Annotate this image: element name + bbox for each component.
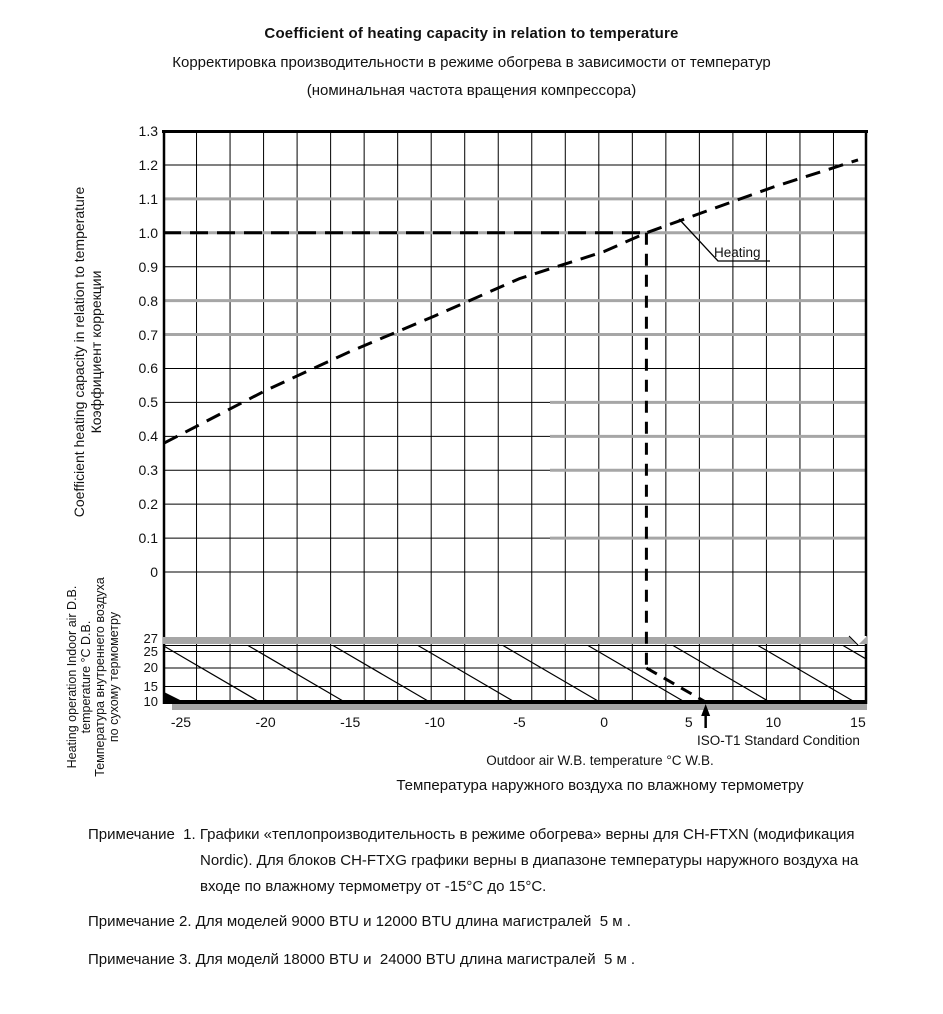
x-tick-label: 5 [684,714,693,730]
y-tick-label: 1.2 [138,156,158,173]
band-tick-label: 20 [143,660,158,675]
band-axis-label-line1: Heating operation Indoor air D.B. [65,585,79,769]
y-tick-label: 1.1 [138,190,158,207]
band-tick-label: 25 [143,643,158,659]
band-tick-label: 27 [143,631,158,646]
y-tick-label: 0.9 [138,258,158,275]
note-1-line-1: Примечание 1. Графики «теплопроизводительность в режиме обогрева» верны для CH-FTXN (модификация [88,826,855,843]
x-tick-label: 10 [765,714,782,730]
band-tick-label: 15 [143,678,158,694]
y-axis-label-ru: Коэффициент коррекции [88,270,104,434]
chart-title-en: Coefficient of heating capacity in relation to temperature [264,25,679,42]
y-tick-label: 0.5 [138,394,158,411]
x-tick-label: -5 [513,714,526,730]
y-tick-label: 0.2 [138,496,158,513]
y-tick-label: 0.7 [138,326,158,343]
y-tick-label: 0.8 [138,292,158,309]
band-tick-label: 10 [143,694,158,709]
x-axis-label-ru: Температура наружного воздуха по влажному термометру [396,777,804,794]
series-label-heating: Heating [714,245,761,260]
y-tick-label: 1.3 [138,123,158,140]
y-tick-label: 0.6 [138,360,158,377]
iso-t1-standard-condition-label: ISO-T1 Standard Condition [697,733,860,748]
note-1-line-3: входе по влажному термометру от -15°С до 15°С. [200,878,547,895]
band-axis-label-line3: Температура внутреннего воздуха [93,577,107,777]
x-tick-label: -10 [424,714,445,730]
band-axis-label-line2: temperature °C D.B. [79,620,93,734]
x-tick-label: -20 [255,714,276,730]
x-tick-label: 0 [600,714,608,730]
y-tick-label: 0.3 [138,462,158,479]
x-tick-label: -15 [340,714,361,730]
x-tick-label: 15 [850,714,866,730]
y-tick-label: 0 [150,564,158,580]
band-axis-label-line4: по сухому термометру [107,611,121,743]
y-tick-label: 0.4 [138,428,158,445]
note-2: Примечание 2. Для моделей 9000 BTU и 12000 BTU длина магистралей 5 м . [88,913,631,930]
chart-subtitle-note-ru: (номинальная частота вращения компрессора) [306,82,637,99]
y-tick-label: 0.1 [138,530,158,547]
note-3: Примечание 3. Для моделй 18000 BTU и 24000 BTU длина магистралей 5 м . [88,951,636,968]
chart-subtitle-ru: Корректировка производительности в режиме обогрева в зависимости от температур [172,54,771,71]
y-tick-label: 1.0 [138,224,158,241]
x-tick-label: -25 [170,714,192,730]
note-1-line-2: Nordic). Для блоков CH-FTXG графики верны в диапазоне температуры наружного воздуха на [200,852,859,869]
x-axis-label-en: Outdoor air W.B. temperature °C W.B. [486,753,714,768]
y-axis-label-en: Coefficient heating capacity in relation to temperature [71,186,87,518]
